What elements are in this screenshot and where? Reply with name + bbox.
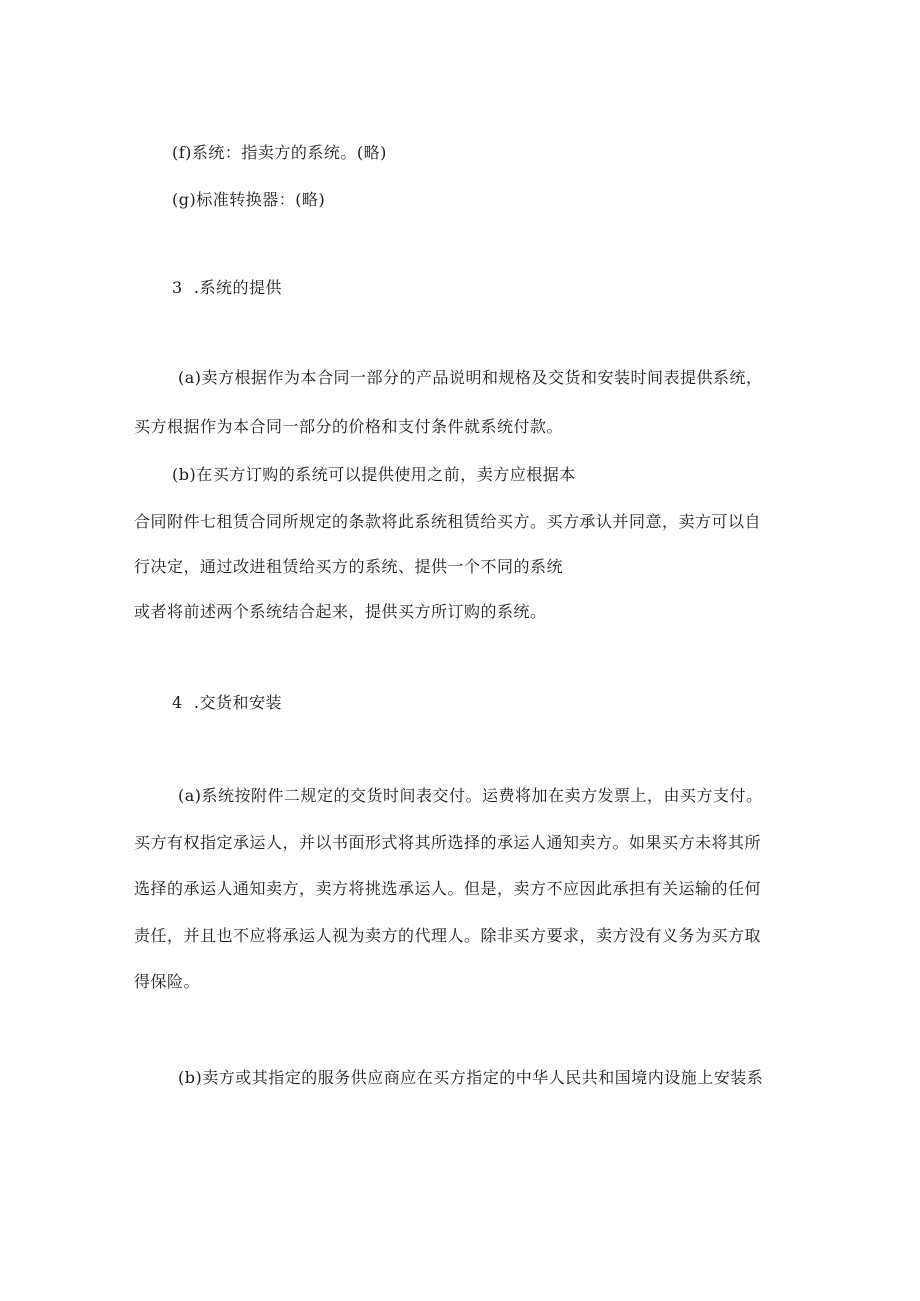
section-4a-line-5: 得保险。 <box>134 972 201 991</box>
section-4a-line-4: 责任，并且也不应将承运人视为卖方的代理人。除非买方要求，卖方没有义务为买方取 <box>134 926 762 945</box>
definition-g: (g)标准转换器：(略) <box>172 190 326 209</box>
section-3b-line-3: 行决定，通过改进租赁给买方的系统、提供一个不同的系统 <box>134 557 564 576</box>
section-4a-line-2: 买方有权指定承运人，并以书面形式将其所选择的承运人通知卖方。如果买方未将其所 <box>134 833 762 852</box>
section-3a-line-2: 买方根据作为本合同一部分的价格和支付条件就系统付款。 <box>134 417 564 436</box>
section-3-heading: 3 .系统的提供 <box>172 278 282 297</box>
section-4b-line-1: (b)卖方或其指定的服务供应商应在买方指定的中华人民共和国境内设施上安装系 <box>178 1068 764 1087</box>
section-4a-line-1: (a)系统按附件二规定的交货时间表交付。运费将加在卖方发票上，由买方支付。 <box>178 786 763 805</box>
section-3b-line-1: (b)在买方订购的系统可以提供使用之前，卖方应根据本 <box>172 465 576 484</box>
section-4a-line-3: 选择的承运人通知卖方，卖方将挑选承运人。但是，卖方不应因此承担有关运输的任何 <box>134 879 762 898</box>
section-3b-line-2: 合同附件七租赁合同所规定的条款将此系统租赁给买方。买方承认并同意，卖方可以自 <box>134 512 762 531</box>
definition-f: (f)系统：指卖方的系统。(略) <box>172 143 387 162</box>
section-3a-line-1: (a)卖方根据作为本合同一部分的产品说明和规格及交货和安装时间表提供系统， <box>178 368 763 387</box>
section-3b-line-4: 或者将前述两个系统结合起来，提供买方所订购的系统。 <box>134 602 547 621</box>
section-4-heading: 4 .交货和安装 <box>172 693 282 712</box>
